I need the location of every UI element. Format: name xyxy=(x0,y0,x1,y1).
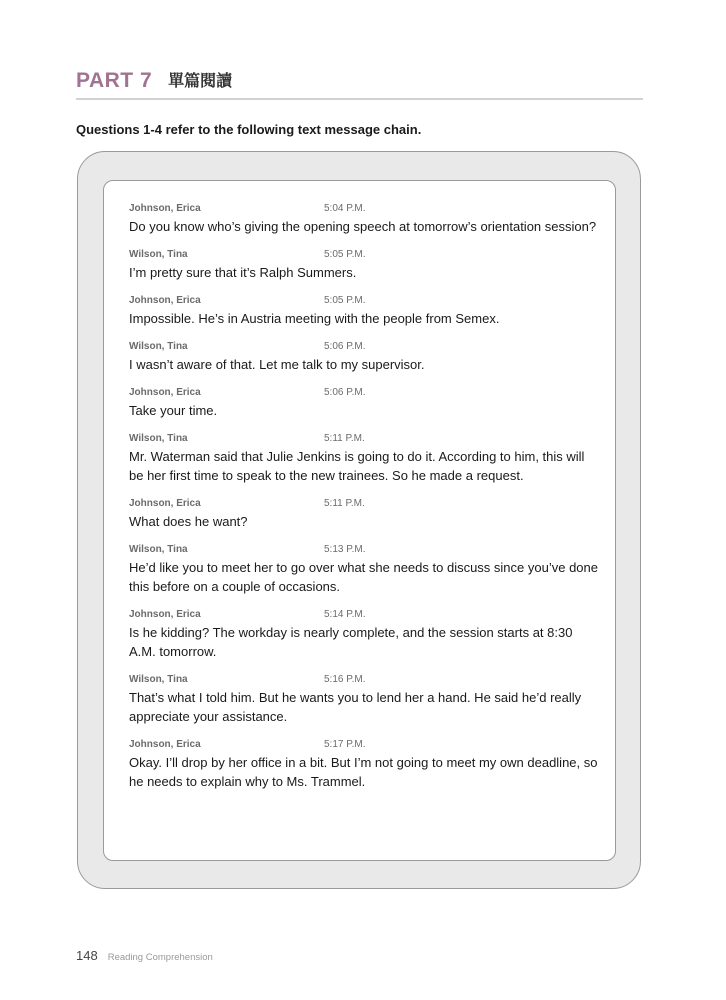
footer-section-label: Reading Comprehension xyxy=(107,952,213,963)
message-meta xyxy=(129,248,599,261)
message-text: That’s what I told him. But he wants you to lend her a hand. He said he’d really appreciate your assistance. xyxy=(129,690,582,724)
message-meta xyxy=(129,202,599,215)
message-sender: Johnson, Erica xyxy=(129,609,201,620)
message-sender: Wilson, Tina xyxy=(129,674,188,685)
message-sender: Johnson, Erica xyxy=(129,498,201,509)
message-meta xyxy=(129,673,599,686)
message-item xyxy=(129,294,599,328)
part-title: PART 7 xyxy=(76,69,153,92)
question-instructions: Questions 1-4 refer to the following text message chain. xyxy=(76,122,422,137)
part-subtitle: 單篇閱讀 xyxy=(168,71,233,90)
message-text: Mr. Waterman said that Julie Jenkins is going to do it. According to him, this will be her first time to speak to the new trainees. So he made a request. xyxy=(129,449,585,483)
message-item xyxy=(129,497,599,531)
message-meta xyxy=(129,386,599,399)
message-time: 5:06 P.M. xyxy=(324,341,366,352)
message-item xyxy=(129,738,599,791)
message-time: 5:17 P.M. xyxy=(324,739,366,750)
message-sender: Johnson, Erica xyxy=(129,387,201,398)
message-item xyxy=(129,543,599,596)
message-sender: Wilson, Tina xyxy=(129,249,188,260)
message-time: 5:14 P.M. xyxy=(324,609,366,620)
message-meta xyxy=(129,497,599,510)
message-chain xyxy=(129,202,599,803)
message-text: I’m pretty sure that it’s Ralph Summers. xyxy=(129,265,357,280)
message-text: Is he kidding? The workday is nearly complete, and the session starts at 8:30 A.M. tomorrow. xyxy=(129,625,573,659)
message-time: 5:04 P.M. xyxy=(324,203,366,214)
message-time: 5:11 P.M. xyxy=(324,498,365,509)
message-text: Do you know who’s giving the opening speech at tomorrow’s orientation session? xyxy=(129,219,597,234)
message-sender: Wilson, Tina xyxy=(129,341,188,352)
message-sender: Johnson, Erica xyxy=(129,295,201,306)
message-sender: Wilson, Tina xyxy=(129,433,188,444)
message-text: He’d like you to meet her to go over what she needs to discuss since you’ve done this before on a couple of occasions. xyxy=(129,560,598,594)
message-time: 5:11 P.M. xyxy=(324,433,365,444)
message-meta xyxy=(129,432,599,445)
message-text: Impossible. He’s in Austria meeting with the people from Semex. xyxy=(129,311,500,326)
message-time: 5:06 P.M. xyxy=(324,387,366,398)
message-item xyxy=(129,608,599,661)
message-time: 5:05 P.M. xyxy=(324,249,366,260)
message-item xyxy=(129,673,599,726)
message-item xyxy=(129,340,599,374)
message-item xyxy=(129,432,599,485)
page-footer xyxy=(76,948,213,963)
page-header xyxy=(76,68,643,100)
message-text: Take your time. xyxy=(129,403,218,418)
message-text: Okay. I’ll drop by her office in a bit. But I’m not going to meet my own deadline, so he needs to explain why to Ms. Trammel. xyxy=(129,755,598,789)
message-item xyxy=(129,248,599,282)
message-time: 5:13 P.M. xyxy=(324,544,366,555)
message-item xyxy=(129,202,599,236)
message-sender: Johnson, Erica xyxy=(129,203,201,214)
message-item xyxy=(129,386,599,420)
message-text: I wasn’t aware of that. Let me talk to my supervisor. xyxy=(129,357,425,372)
message-meta xyxy=(129,543,599,556)
message-sender: Johnson, Erica xyxy=(129,739,201,750)
message-sender: Wilson, Tina xyxy=(129,544,188,555)
message-text: What does he want? xyxy=(129,514,248,529)
message-meta xyxy=(129,738,599,751)
page-number: 148 xyxy=(76,948,98,963)
message-time: 5:05 P.M. xyxy=(324,295,366,306)
message-meta xyxy=(129,340,599,353)
message-time: 5:16 P.M. xyxy=(324,674,366,685)
message-meta xyxy=(129,608,599,621)
message-meta xyxy=(129,294,599,307)
